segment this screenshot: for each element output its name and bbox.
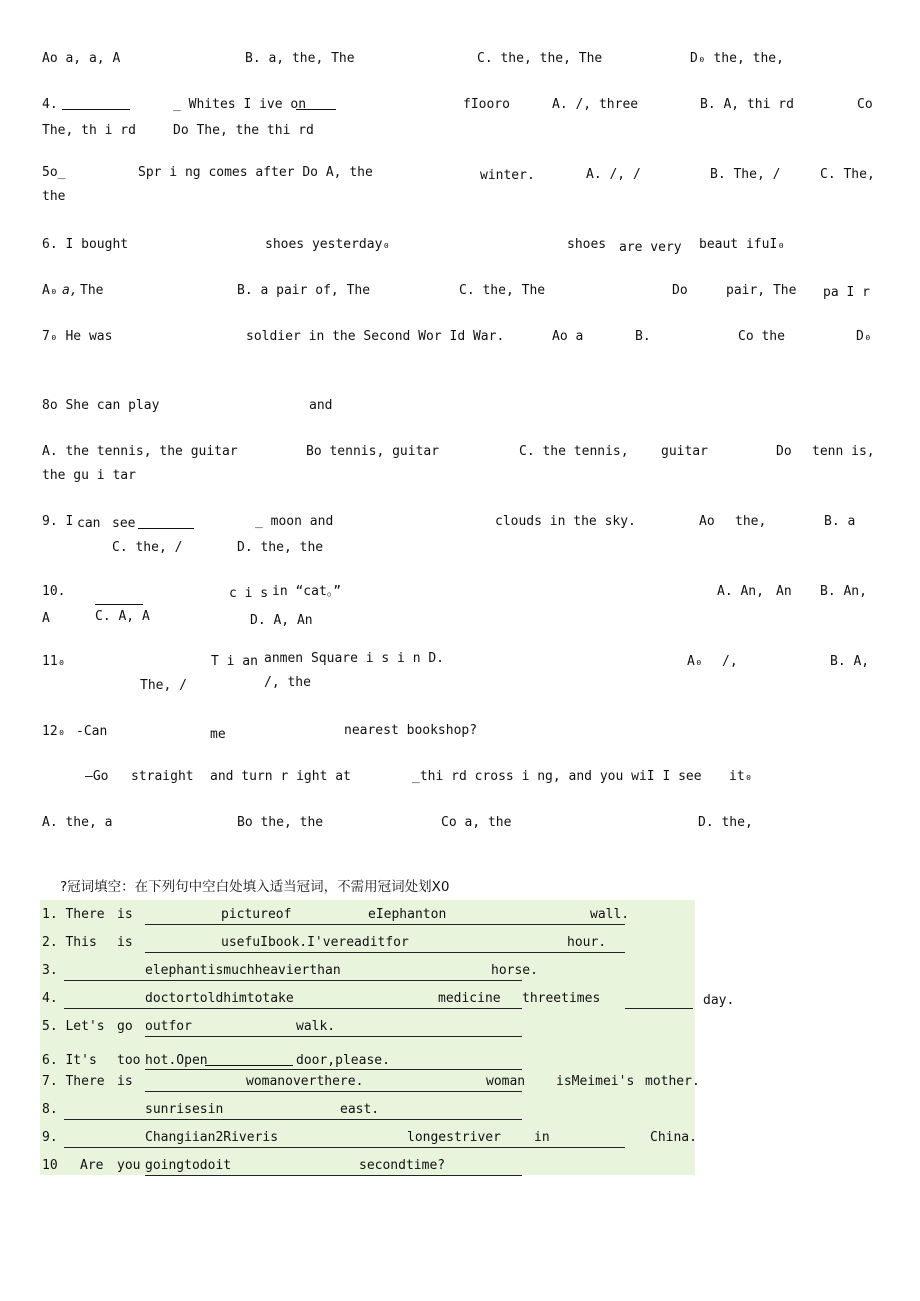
option-d: D. the, the (237, 540, 324, 555)
word: womanoverthere. (246, 1074, 364, 1089)
word: pictureof (221, 907, 292, 922)
word: doctortoldhimtotake (145, 991, 294, 1006)
word: you (117, 1158, 141, 1173)
question-number: 4. (42, 97, 58, 112)
question-text: T i an (211, 654, 258, 669)
answer-blank[interactable] (62, 97, 130, 110)
word: threetimes (522, 991, 601, 1006)
question-text: can (77, 516, 101, 531)
option-d: Do (672, 283, 688, 298)
question-text: _ moon and (255, 514, 334, 529)
answer-line[interactable] (145, 1036, 522, 1037)
word: medicine (438, 991, 501, 1006)
answer-line[interactable] (625, 1008, 693, 1009)
option-c-cont: guitar (661, 444, 708, 459)
option-a: A. /, three (552, 97, 639, 112)
word: wall. (590, 907, 630, 922)
word: is (117, 907, 133, 922)
answer-line[interactable] (145, 952, 625, 953)
answer-blank[interactable] (205, 1053, 293, 1066)
question-text: winter. (480, 168, 535, 183)
line-number: 8. (42, 1102, 58, 1117)
question-text: and (309, 398, 333, 413)
option-a: Ao a, a, A (42, 51, 121, 66)
option-a: A. the, a (42, 815, 113, 830)
question-text: fIooro (463, 97, 510, 112)
question-text: me (210, 727, 226, 742)
question-number: 12₀ (42, 724, 66, 739)
option-c-cont: the (42, 189, 66, 204)
word: hour. (567, 935, 607, 950)
option-c: Co a, the (441, 815, 512, 830)
option-d: D₀ (856, 329, 872, 344)
answer-blank[interactable] (296, 97, 336, 110)
reply-text: it₀ (729, 769, 753, 784)
option-c: Co the (738, 329, 785, 344)
answer-blank[interactable] (138, 516, 194, 529)
question-text: soldier in the Second Wor Id War. (246, 329, 505, 344)
option-b: B. The, / (710, 167, 781, 182)
answer-line[interactable] (64, 1008, 522, 1009)
word: door,please. (296, 1053, 390, 1068)
option-b: B. a pair of, The (237, 283, 371, 298)
option-d: D. the, (698, 815, 753, 830)
option-c: C. the, the, The (477, 51, 603, 66)
option-b: B. A, thi rd (700, 97, 794, 112)
line-number: 2. This (42, 935, 97, 950)
word: too (117, 1053, 141, 1068)
word: isMeimei's (556, 1074, 635, 1089)
word: outfor (145, 1019, 192, 1034)
word: east. (340, 1102, 380, 1117)
option-c: C. A, A (95, 609, 150, 624)
option-c: C. the, / (112, 540, 183, 555)
option-b: B. An, (820, 584, 867, 599)
option-a: Ao (699, 514, 715, 529)
word: is (117, 935, 133, 950)
option-d-cont: the gu i tar (42, 468, 136, 483)
question-number: 9. I (42, 514, 74, 529)
reply-text: and turn r ight at (210, 769, 351, 784)
option-c: /, the (264, 675, 311, 690)
word: elephantismuchheavierthan (145, 963, 341, 978)
option-d: Do The, the thi rd (173, 123, 314, 138)
word: in (534, 1130, 550, 1145)
word: China. (650, 1130, 697, 1145)
word: go (117, 1019, 133, 1034)
question-text: anmen Square i s i n D. (264, 651, 445, 666)
question-number: 11₀ (42, 654, 66, 669)
answer-line[interactable] (64, 980, 522, 981)
question-text: beaut ifuI₀ (699, 237, 786, 252)
reply-text: straight (131, 769, 194, 784)
line-number: 7. There (42, 1074, 105, 1089)
question-text: see (112, 516, 136, 531)
question-text: shoes (567, 237, 607, 252)
word: usefuIbook.I'vereaditfor (221, 935, 409, 950)
question-text: nearest bookshop? (344, 723, 478, 738)
answer-line[interactable] (145, 1091, 522, 1092)
answer-line[interactable] (145, 1175, 522, 1176)
option-a: A. An, (717, 584, 764, 599)
option-d-cont: pair, The (726, 283, 797, 298)
reply-text: _thi rd cross i ng, and you wiI I see (412, 769, 702, 784)
option-a-cont: The (80, 283, 104, 298)
word: horse. (491, 963, 538, 978)
section-title: ?冠词填空：在下列句中空白处填入适当冠词，不需用冠词处划X0 (60, 879, 450, 895)
option-a-cont: a, (62, 283, 78, 298)
option-b-cont: The, / (140, 678, 187, 693)
option-b: Bo the, the (237, 815, 324, 830)
line-number: 9. (42, 1130, 58, 1145)
word: goingtodoit (145, 1158, 232, 1173)
word: longestriver (407, 1130, 501, 1145)
option-d: Do (776, 444, 792, 459)
line-number: 6. It's (42, 1053, 97, 1068)
word: woman (486, 1074, 526, 1089)
option-d: D₀ the, the, (690, 51, 784, 66)
option-c: C. the tennis, (519, 444, 629, 459)
option-d-cont: tenn is, (812, 444, 875, 459)
question-text: _ Whites I ive on (173, 97, 307, 112)
answer-line[interactable] (145, 1069, 522, 1070)
option-c: C. The, (820, 167, 875, 182)
reply-text: —Go (85, 769, 109, 784)
word: day. (703, 993, 735, 1008)
option-d-cont: pa I r (823, 285, 870, 300)
option-a: A₀ (687, 654, 703, 669)
line-number: 1. There (42, 907, 105, 922)
question-text: 8o She can play (42, 398, 160, 413)
word: Changiian2Riveris (145, 1130, 279, 1145)
question-text: in “cat。” (272, 584, 342, 599)
option-b: B. A, (830, 654, 870, 669)
option-d: D. A, An (250, 613, 313, 628)
word: secondtime? (359, 1158, 446, 1173)
option-a-cont: the, (735, 514, 767, 529)
line-number: 4. (42, 991, 58, 1006)
option-b: B. a (824, 514, 856, 529)
answer-line[interactable] (64, 1147, 625, 1148)
question-text: c i s (229, 586, 269, 601)
option-a: A. the tennis, the guitar (42, 444, 238, 459)
word: is (117, 1074, 133, 1089)
option-a: Ao a (552, 329, 584, 344)
question-text: 7₀ He was (42, 329, 113, 344)
option-c: C. the, The (459, 283, 546, 298)
question-text: 6. I bought (42, 237, 129, 252)
option-c: Co (857, 97, 873, 112)
option-a-cont: An (776, 584, 792, 599)
question-text: clouds in the sky. (495, 514, 636, 529)
option-b-cont: A (42, 611, 50, 626)
word: mother. (645, 1074, 700, 1089)
question-number: 5o_ (42, 165, 66, 180)
word: sunrisesin (145, 1102, 224, 1117)
answer-line[interactable] (64, 1119, 522, 1120)
option-a: A₀ (42, 283, 58, 298)
question-text: -Can (76, 724, 108, 739)
option-a: A. /, / (586, 167, 641, 182)
option-b: Bo tennis, guitar (306, 444, 440, 459)
option-b: B. (635, 329, 651, 344)
option-b: B. a, the, The (245, 51, 355, 66)
question-text: are very (619, 240, 682, 255)
question-text: shoes yesterday₀ (265, 237, 391, 252)
line-number: 10 (42, 1158, 58, 1173)
word: Are (80, 1158, 104, 1173)
option-a-cont: /, (722, 654, 738, 669)
answer-line[interactable] (145, 924, 625, 925)
option-c-cont: The, th i rd (42, 123, 136, 138)
answer-blank[interactable] (95, 592, 143, 605)
question-text: Spr i ng comes after Do A, the (138, 165, 373, 180)
word: eIephanton (368, 907, 447, 922)
word: walk. (296, 1019, 336, 1034)
line-number: 3. (42, 963, 58, 978)
word: hot.Open (145, 1053, 208, 1068)
line-number: 5. Let's (42, 1019, 105, 1034)
question-number: 10. (42, 584, 66, 599)
